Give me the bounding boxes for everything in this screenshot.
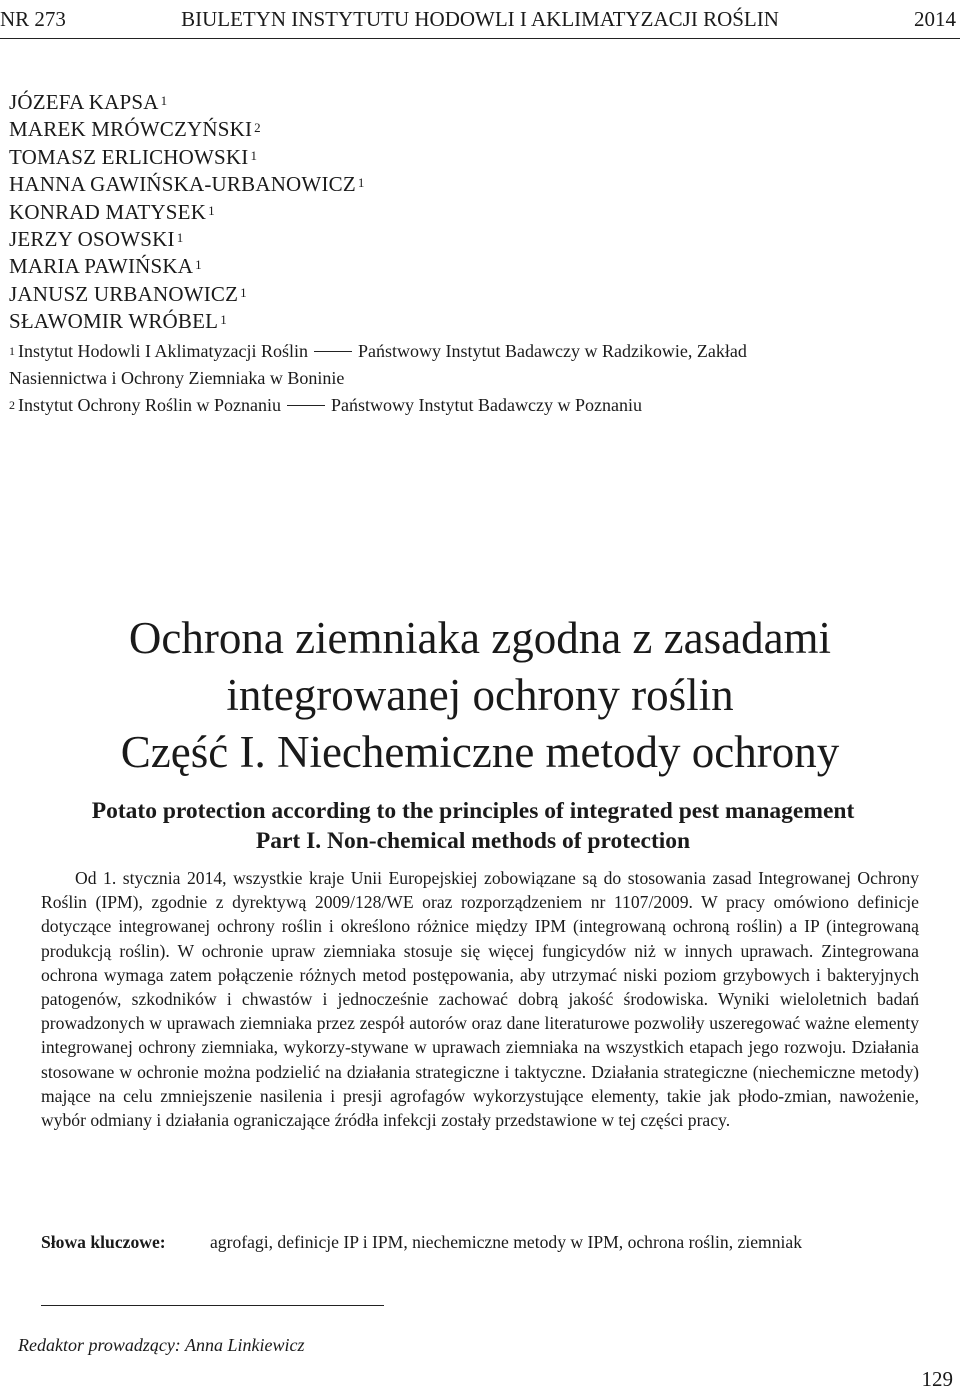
affiliation-mark: 2 [254,120,261,136]
author: SŁAWOMIR WRÓBEL $^1$ [9,309,227,334]
author: MARIA PAWIŃSKA $^1$ [9,254,202,279]
author: JANUSZ URBANOWICZ $^1$ [9,281,247,306]
year: 2014 [914,7,956,31]
title-polish-line: integrowanej ochrony roślin [226,670,734,720]
issue-number: NR 273 [0,7,66,31]
author: TOMASZ ERLICHOWSKI $^1$ [9,144,258,169]
title-polish-line: Część I. Niechemiczne metody ochrony [120,727,840,777]
affiliation-mark: 1 [220,312,227,328]
em-dash [314,351,352,352]
keywords-label: Słowa kluczowe: [41,1232,166,1252]
affiliation-mark: 1 [160,93,168,108]
affiliation-mark: 1 [195,257,202,273]
affiliation-mark: 1 [208,202,215,218]
author: KONRAD MATYSEK $^1$ [9,199,215,224]
editor-note: Redaktor prowadzący: Anna Linkiewicz [18,1335,305,1355]
affiliation-mark: 1 [250,147,258,163]
author: HANNA GAWIŃSKA-URBANOWICZ $^1$ [9,172,365,197]
footnote-rule [41,1305,384,1306]
page-number: 129 [921,1367,953,1391]
author: JÓZEFA KAPSA $^1$ [9,90,168,114]
author-list [9,89,365,336]
header-rule [0,38,960,39]
title-english-line: Part I. Non-chemical methods of protection [255,828,691,854]
abstract: Od 1. stycznia 2014, wszystkie kraje Unii Europejskiej zobowiązane są do stosowania zasad Integrowanej Ochrony Roślin (IPM), zgodnie z dyrektywą 2009/128/WE oraz rozporządzeniem nr 1107/2009. W pracy omówiono definicje dotyczące integrowanej ochrony roślin i określono różnice między IPM (integrowaną ochroną roślin) a IP (integrowaną produkcją roślin). W ochronie upraw ziemniaka stosuje się więcej fungicydów niż w innych uprawach. Zintegrowana ochrona wymaga zatem połączenie różnych metod postępowania, aby utrzymać niski poziom grzybowych i bakteryjnych patogenów, szkodników i chwastów i jednocześnie zachować dobrą jakość środowiska. Wyniki wieloletnich badań prowadzonych w uprawach ziemniaka przez zespół autorów oraz dane literaturowe pozwoliły uszeregować ważne elementy integrowanej ochrony ziemniaka, wykorzy-stywane w uprawach ziemniaka na wszystkich etapach jego rozwoju. Działania stosowane w ochronie można podzielić na działania strategiczne i taktyczne. Działania strategiczne (niechemiczne metody) mające na celu zmniejszenie nasilenia i presji agrofagów wykorzystujące elementy, takie jak płodo-zmian, nawożenie, wybór odmiany i działania ograniczające źródła infekcji zostały przedstawione w tej części pracy. [41,868,919,1131]
title-polish-line: Ochrona ziemniaka zgodna z zasadami [128,613,832,663]
affiliation-2: $^2$ Instytut Ochrony Roślin w Poznaniu Państwowy Instytut Badawczy w Poznaniu [9,395,642,415]
keywords-text: agrofagi, definicje IP i IPM, niechemiczne metody w IPM, ochrona roślin, ziemniak [210,1232,802,1252]
title-english [0,796,946,856]
title-polish [0,610,960,781]
keywords [41,1230,919,1254]
affiliation-1-continued: Nasiennictwa i Ochrony Ziemniaka w Boninie [9,368,345,388]
affiliation-1: $^1$ Instytut Hodowli I Aklimatyzacji Roślin Państwowy Instytut Badawczy w Radzikowie, Zakład [9,341,747,361]
affiliation-mark: 1 [176,230,184,246]
affiliations [9,338,909,419]
running-header [0,6,960,32]
author: JERZY OSOWSKI $^1$ [9,227,184,252]
journal-name: BIULETYN INSTYTUTU HODOWLI I AKLIMATYZACJI ROŚLIN [181,7,779,31]
author: MAREK MRÓWCZYŃSKI $^2$ [9,117,261,142]
affiliation-mark: 1 [357,175,365,191]
affiliation-mark: 1 [240,284,247,300]
em-dash [287,405,325,406]
title-english-line: Potato protection according to the principles of integrated pest management [91,798,855,824]
